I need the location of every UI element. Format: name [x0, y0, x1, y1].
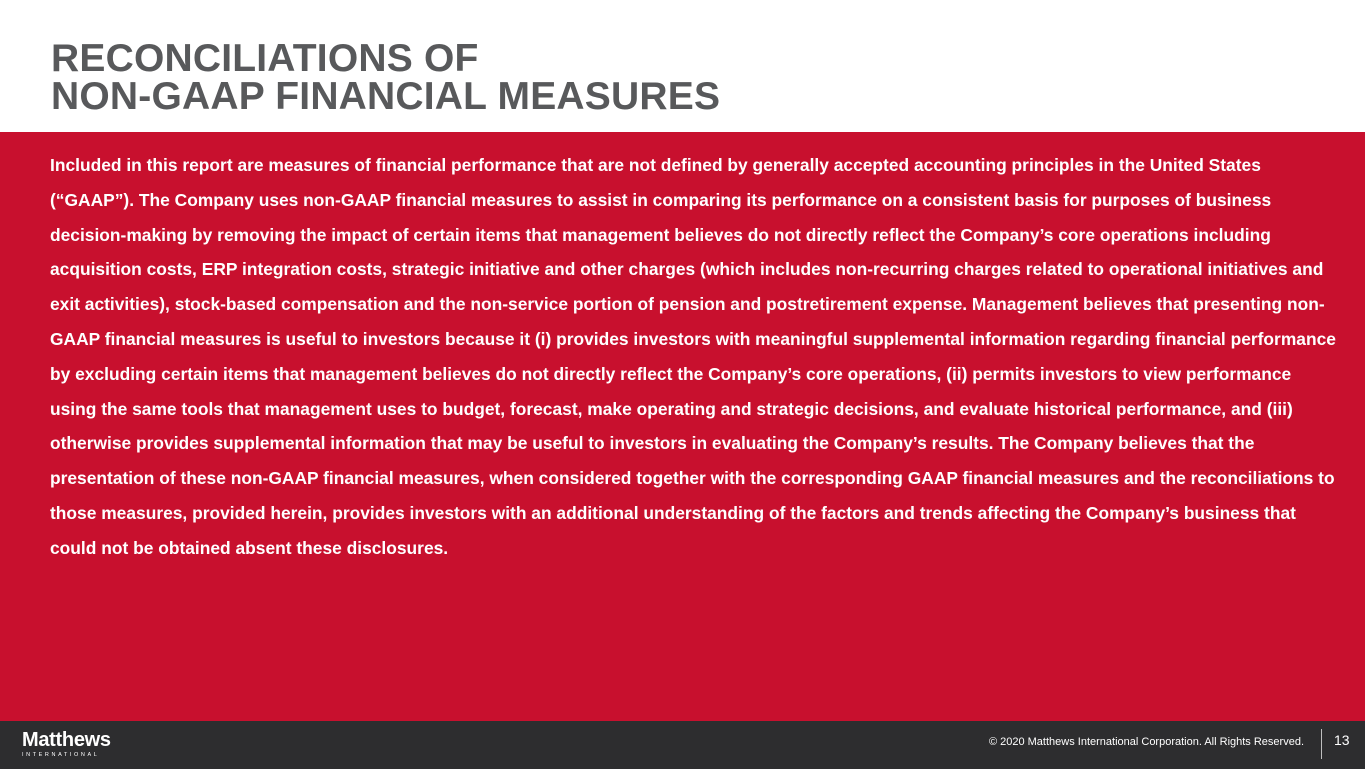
- body-paragraph: Included in this report are measures of financial performance that are not defined by generally accepted accounting principles in the United States (“GAAP”). The Company uses non-GAAP financial measures to assist in comparing its performance on a consistent basis for purposes of business decision-making by removing the impact of certain items that management believes do not directly reflect the Company’s core operations including acquisition costs, ERP integration costs, strategic initiative and other charges (which includes non-recurring charges related to operational initiatives and exit activities), stock-based compensation and the non-service portion of pension and postretirement expense. Management believes that presenting non-GAAP financial measures is useful to investors because it (i) provides investors with meaningful supplemental information regarding financial performance by excluding certain items that management believes do not directly reflect the Company’s core operations, (ii) permits investors to view performance using the same tools that management uses to budget, forecast, make operating and strategic decisions, and evaluate historical performance, and (iii) otherwise provides supplemental information that may be useful to investors in evaluating the Company’s results. The Company believes that the presentation of these non-GAAP financial measures, when considered together with the corresponding GAAP financial measures and the reconciliations to those measures, provided herein, provides investors with an additional understanding of the factors and trends affecting the Company’s business that could not be obtained absent these disclosures.: [50, 155, 1336, 558]
- page-number: 13: [1334, 732, 1350, 748]
- slide-title-line-1: RECONCILIATIONS OF: [51, 37, 479, 80]
- slide-title-line-2: NON-GAAP FINANCIAL MEASURES: [51, 75, 721, 118]
- slide-title: [51, 37, 721, 118]
- footer-divider: [1321, 729, 1322, 759]
- logo-subtitle: INTERNATIONAL: [22, 752, 100, 758]
- matthews-logo: [22, 730, 111, 759]
- logo-wordmark: Matthews: [22, 729, 111, 751]
- copyright-notice: © 2020 Matthews International Corporation. All Rights Reserved.: [988, 736, 1304, 748]
